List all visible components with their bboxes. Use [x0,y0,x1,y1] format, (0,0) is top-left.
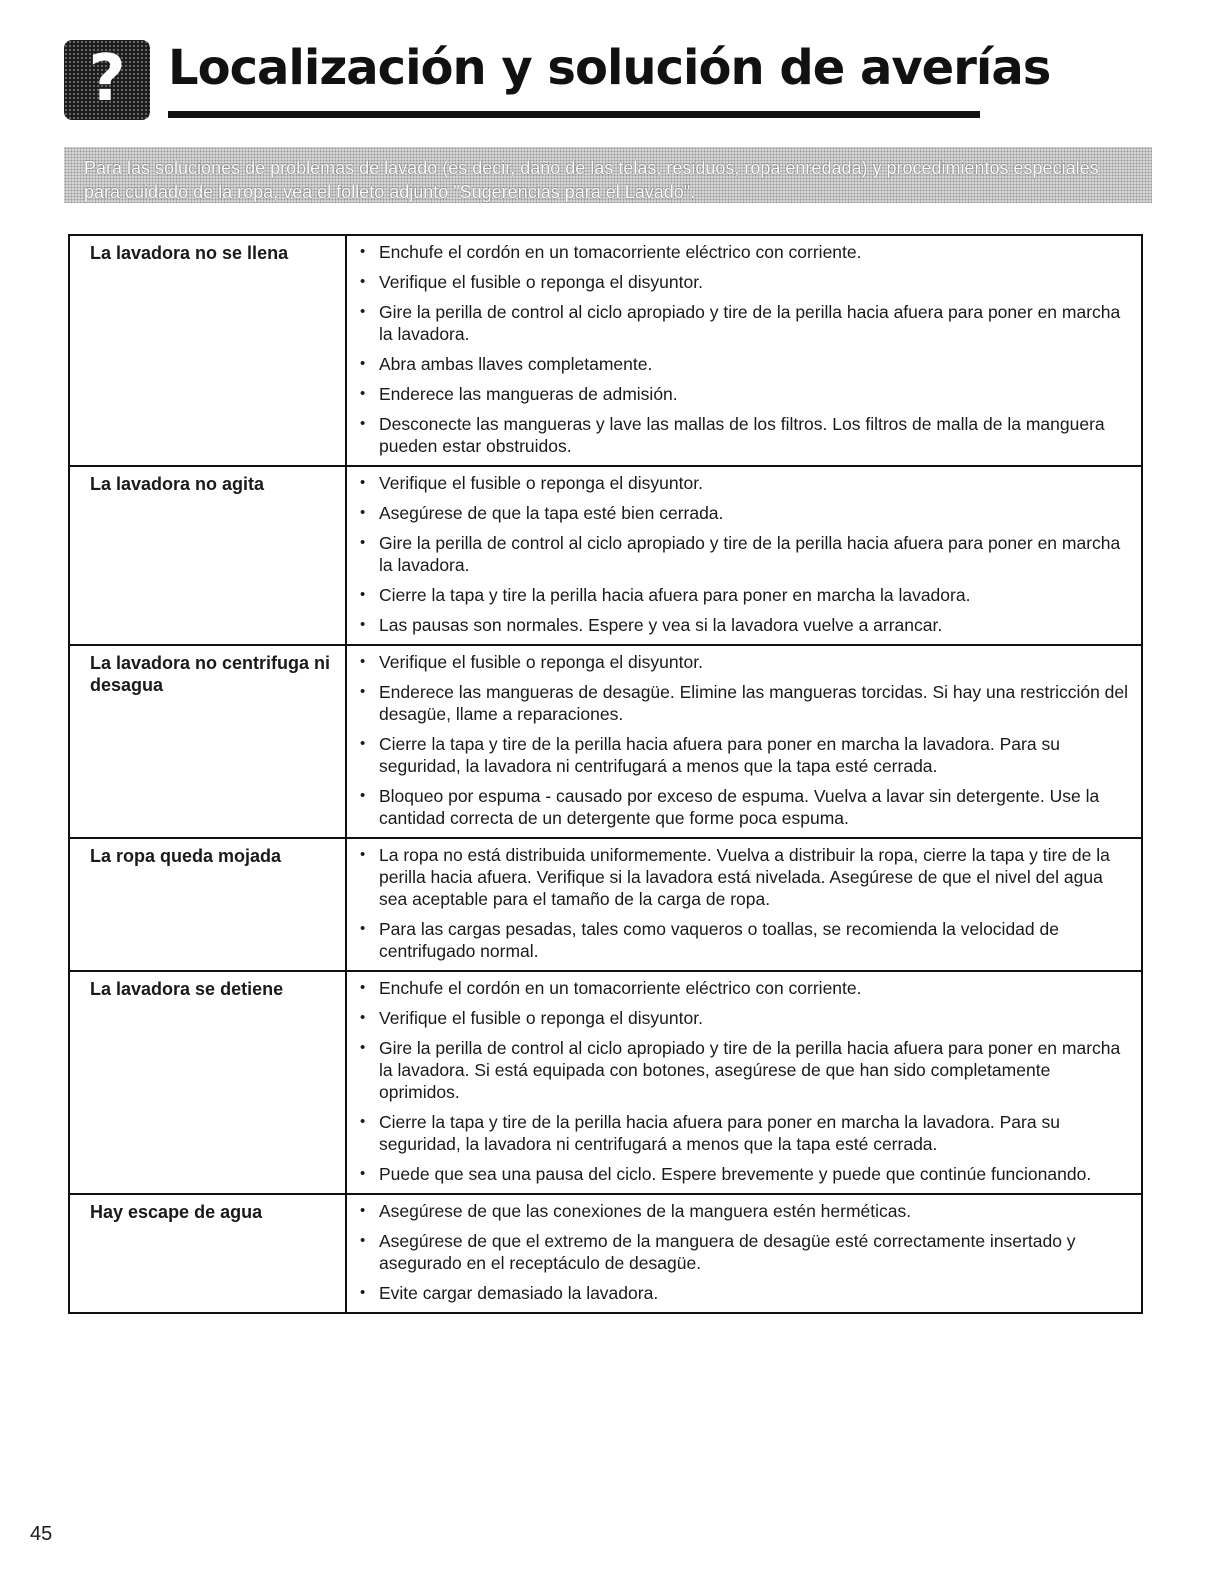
solution-item: • Enderece las mangueras de admisión. [357,383,1131,405]
solution-item: • Cierre la tapa y tire la perilla hacia afuera para poner en marcha la lavadora. [357,584,1131,606]
solution-item: • Para las cargas pesadas, tales como vaqueros o toallas, se recomienda la velocidad de centrifugado normal. [357,918,1131,962]
problem-cell: La lavadora no centrifuga ni desagua [69,645,346,838]
solution-item: • Enchufe el cordón en un tomacorriente eléctrico con corriente. [357,977,1131,999]
solutions-cell [346,235,1142,466]
question-mark-icon [64,40,150,120]
solutions-list [357,1200,1131,1304]
solution-item: • Verifique el fusible o reponga el disyuntor. [357,1007,1131,1029]
solutions-list [357,472,1131,636]
solution-item: • Asegúrese de que las conexiones de la manguera estén herméticas. [357,1200,1131,1222]
problem-cell: La lavadora no se llena [69,235,346,466]
troubleshooting-table-body [69,235,1142,1313]
solution-item: • Verifique el fusible o reponga el disyuntor. [357,472,1131,494]
solution-item: • Verifique el fusible o reponga el disyuntor. [357,651,1131,673]
solutions-list [357,977,1131,1185]
page-title: Localización y solución de averías [168,40,1051,96]
solution-item: • Puede que sea una pausa del ciclo. Espere brevemente y puede que continúe funcionando. [357,1163,1131,1185]
solution-item: • Gire la perilla de control al ciclo apropiado y tire de la perilla hacia afuera para poner en marcha la lavadora. Si está equipada con botones, asegúrese de que han sido completamente oprimidos. [357,1037,1131,1103]
table-row [69,235,1142,466]
solutions-cell [346,466,1142,645]
table-row [69,645,1142,838]
problem-cell: La lavadora se detiene [69,971,346,1194]
solution-item: • Enderece las mangueras de desagüe. Elimine las mangueras torcidas. Si hay una restricción del desagüe, llame a reparaciones. [357,681,1131,725]
page-number: 45 [30,1523,53,1545]
table-row [69,466,1142,645]
problem-cell: La ropa queda mojada [69,838,346,971]
solution-item: • Cierre la tapa y tire de la perilla hacia afuera para poner en marcha la lavadora. Para su seguridad, la lavadora ni centrifugará a menos que la tapa esté cerrada. [357,733,1131,777]
solution-item: • Desconecte las mangueras y lave las mallas de los filtros. Los filtros de malla de la manguera pueden estar obstruidos. [357,413,1131,457]
solution-item: • Las pausas son normales. Espere y vea si la lavadora vuelve a arrancar. [357,614,1131,636]
table-row [69,838,1142,971]
problem-cell: Hay escape de agua [69,1194,346,1313]
question-mark-glyph: ? [88,42,126,116]
info-note-text: Para las soluciones de problemas de lavado (es decir, daño de las telas, residuos, ropa enredada) y procedimientos especiales para cuidado de la ropa, vea el folleto adjunto "Sugerencias para el Lavado". [84,158,1099,202]
table-row [69,971,1142,1194]
solution-item: • Verifique el fusible o reponga el disyuntor. [357,271,1131,293]
solution-item: • Evite cargar demasiado la lavadora. [357,1282,1131,1304]
solutions-list [357,651,1131,829]
solution-item: • Asegúrese de que el extremo de la manguera de desagüe esté correctamente insertado y asegurado en el receptáculo de desagüe. [357,1230,1131,1274]
solution-item: • Gire la perilla de control al ciclo apropiado y tire de la perilla hacia afuera para poner en marcha la lavadora. [357,301,1131,345]
problem-cell: La lavadora no agita [69,466,346,645]
table-row [69,1194,1142,1313]
solution-item: • Cierre la tapa y tire de la perilla hacia afuera para poner en marcha la lavadora. Para su seguridad, la lavadora ni centrifugará a menos que la tapa esté cerrada. [357,1111,1131,1155]
solution-item: • Bloqueo por espuma - causado por exceso de espuma. Vuelva a lavar sin detergente. Use la cantidad correcta de un detergente que forme poca espuma. [357,785,1131,829]
solutions-cell [346,838,1142,971]
title-underline [168,111,980,118]
solutions-list [357,844,1131,962]
solution-item: • Abra ambas llaves completamente. [357,353,1131,375]
info-note-box [64,147,1152,203]
solution-item: • Enchufe el cordón en un tomacorriente eléctrico con corriente. [357,241,1131,263]
solutions-cell [346,1194,1142,1313]
solutions-list [357,241,1131,457]
solution-item: • Asegúrese de que la tapa esté bien cerrada. [357,502,1131,524]
solutions-cell [346,971,1142,1194]
troubleshooting-table [68,234,1143,1314]
solution-item: • Gire la perilla de control al ciclo apropiado y tire de la perilla hacia afuera para poner en marcha la lavadora. [357,532,1131,576]
solution-item: • La ropa no está distribuida uniformemente. Vuelva a distribuir la ropa, cierre la tapa y tire de la perilla hacia afuera. Verifique si la lavadora está nivelada. Asegúrese de que el nivel del agua sea aceptable para el tamaño de la carga de ropa. [357,844,1131,910]
solutions-cell [346,645,1142,838]
page-header [64,36,1051,126]
